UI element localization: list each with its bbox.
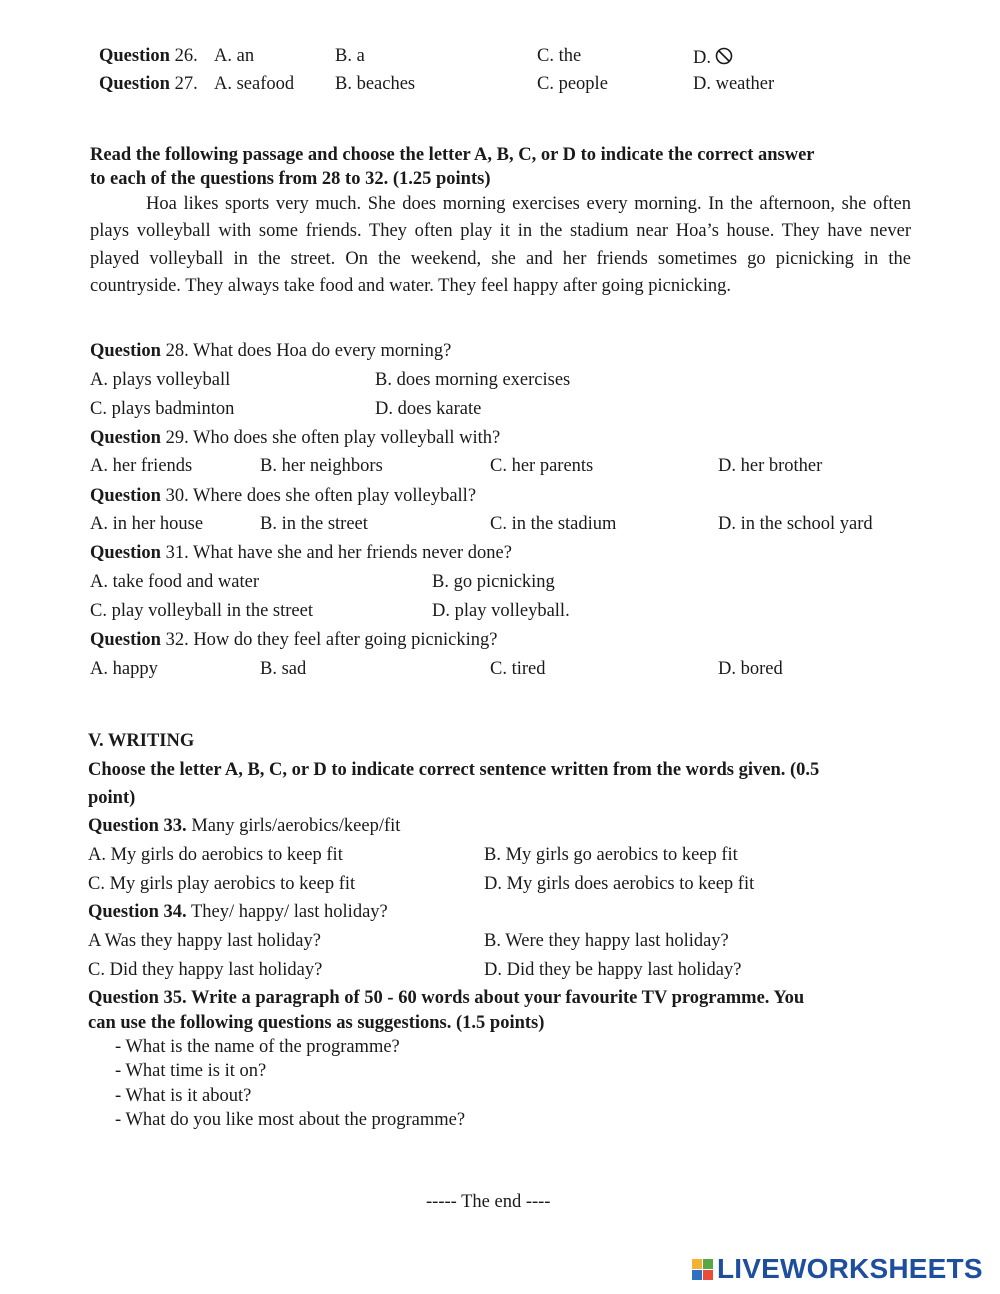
question-32: Question 32. How do they feel after going picnicking? [90,630,498,650]
question-35-line-2: can use the following questions as suggestions. (1.5 points) [88,1013,545,1033]
question-27: Question 27. [99,74,198,94]
reading-instruction-line-1: Read the following passage and choose the letter A, B, C, or D to indicate the correct answer [90,145,815,165]
q34-option-a[interactable]: A Was they happy last holiday? [88,931,321,951]
q29-option-c[interactable]: C. her parents [490,456,594,476]
q26-option-b[interactable]: B. a [335,46,365,66]
q33-option-b[interactable]: B. My girls go aerobics to keep fit [484,845,738,865]
q34-option-d[interactable]: D. Did they be happy last holiday? [484,960,742,980]
suggestion-item: - What is it about? [115,1086,252,1106]
q33-option-c[interactable]: C. My girls play aerobics to keep fit [88,874,356,894]
logo-square [692,1259,702,1269]
suggestion-item: - What is the name of the programme? [115,1037,400,1057]
q27-option-b[interactable]: B. beaches [335,74,416,94]
logo-square [703,1270,713,1280]
writing-heading: V. WRITING [88,731,195,751]
q29-option-d[interactable]: D. her brother [718,456,823,476]
question-29: Question 29. Who does she often play volleyball with? [90,428,501,448]
the-end-marker: ----- The end ---- [426,1192,551,1212]
q34-option-c[interactable]: C. Did they happy last holiday? [88,960,323,980]
q31-option-c[interactable]: C. play volleyball in the street [90,601,313,621]
q28-option-a[interactable]: A. plays volleyball [90,370,231,390]
question-35-line-1: Question 35. Write a paragraph of 50 - 60 words about your favourite TV programme. You [88,988,805,1008]
q26-option-c[interactable]: C. the [537,46,582,66]
question-26: Question 26. [99,46,198,66]
question-33: Question 33. Many girls/aerobics/keep/fit [88,816,401,836]
suggestion-item: - What time is it on? [115,1061,267,1081]
liveworksheets-logo[interactable] [692,1253,983,1285]
q32-option-d[interactable]: D. bored [718,659,783,679]
suggestion-item: - What do you like most about the programme? [115,1110,466,1130]
q26-option-a[interactable]: A. an [214,46,255,66]
question-30: Question 30. Where does she often play volleyball? [90,486,477,506]
writing-instruction-line-2: point) [88,788,136,808]
logo-text: LIVEWORKSHEETS [717,1253,983,1284]
null-sign-icon [715,47,733,65]
q33-option-a[interactable]: A. My girls do aerobics to keep fit [88,845,343,865]
q26-option-d[interactable]: D. [693,47,733,68]
logo-square [692,1270,702,1280]
q30-option-c[interactable]: C. in the stadium [490,514,617,534]
reading-passage: Hoa likes sports very much. She does morning exercises every morning. In the afternoon, she often plays volleyball with some friends. They often play it in the stadium near Hoa’s house. They have never played volleyball in the street. On the weekend, she and her friends sometimes go picnicking in the countryside. They always take food and water. They feel happy after going picnicking. [90,194,911,296]
q30-option-a[interactable]: A. in her house [90,514,204,534]
q32-option-a[interactable]: A. happy [90,659,158,679]
q32-option-b[interactable]: B. sad [260,659,307,679]
q27-option-a[interactable]: A. seafood [214,74,295,94]
q31-option-a[interactable]: A. take food and water [90,572,260,592]
q31-option-d[interactable]: D. play volleyball. [432,601,570,621]
q33-option-d[interactable]: D. My girls does aerobics to keep fit [484,874,755,894]
writing-instruction-line-1: Choose the letter A, B, C, or D to indicate correct sentence written from the words given. (0.5 [88,760,820,780]
q30-option-d[interactable]: D. in the school yard [718,514,873,534]
q28-option-d[interactable]: D. does karate [375,399,482,419]
q29-option-a[interactable]: A. her friends [90,456,193,476]
q27-option-d[interactable]: D. weather [693,74,775,94]
question-28: Question 28. What does Hoa do every morning? [90,341,452,361]
q27-option-c[interactable]: C. people [537,74,608,94]
q31-option-b[interactable]: B. go picnicking [432,572,555,592]
question-31: Question 31. What have she and her friends never done? [90,543,512,563]
reading-instruction-line-2: to each of the questions from 28 to 32. (1.25 points) [90,169,491,189]
question-34: Question 34. They/ happy/ last holiday? [88,902,388,922]
q30-option-b[interactable]: B. in the street [260,514,368,534]
logo-square [703,1259,713,1269]
logo-squares-icon [692,1259,713,1280]
q32-option-c[interactable]: C. tired [490,659,546,679]
q28-option-c[interactable]: C. plays badminton [90,399,235,419]
q34-option-b[interactable]: B. Were they happy last holiday? [484,931,729,951]
q28-option-b[interactable]: B. does morning exercises [375,370,571,390]
q29-option-b[interactable]: B. her neighbors [260,456,383,476]
